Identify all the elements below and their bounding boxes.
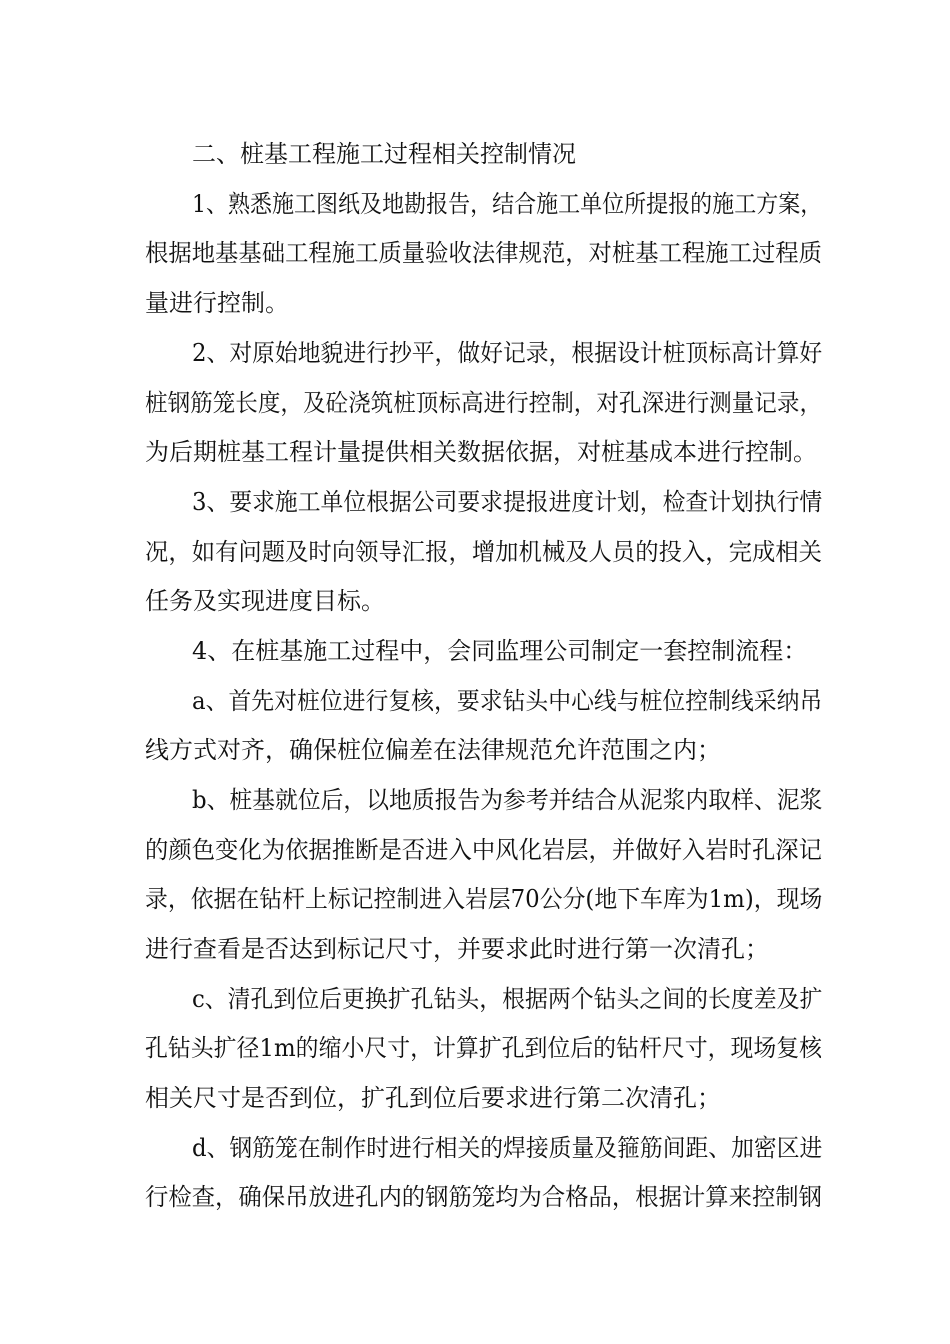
text-line: 2、对原始地貌进行抄平，做好记录，根据设计桩顶标高计算好 [192,339,823,367]
text-line: 录，依据在钻杆上标记控制进入岩层70公分(地下车库为1m)，现场 [145,885,823,913]
text-line: 3、要求施工单位根据公司要求提报进度计划，检查计划执行情 [192,488,823,516]
text-line: 为后期桩基工程计量提供相关数据依据，对桩基成本进行控制。 [145,438,817,466]
text-line: d、钢筋笼在制作时进行相关的焊接质量及箍筋间距、加密区进 [192,1134,823,1162]
text-line: 桩钢筋笼长度，及砼浇筑桩顶标高进行控制，对孔深进行测量记录， [145,389,823,417]
text-line: c、清孔到位后更换扩孔钻头，根据两个钻头之间的长度差及扩 [192,985,823,1013]
text-line: 4、在桩基施工过程中，会同监理公司制定一套控制流程： [192,637,808,665]
text-line: 进行查看是否达到标记尺寸，并要求此时进行第一次清孔； [145,935,769,963]
section-heading: 二、桩基工程施工过程相关控制情况 [192,140,576,168]
text-line: b、桩基就位后，以地质报告为参考并结合从泥浆内取样、泥浆 [192,786,823,814]
text-line: 根据地基基础工程施工质量验收法律规范，对桩基工程施工过程质 [145,239,822,267]
text-line: 的颜色变化为依据推断是否进入中风化岩层，并做好入岩时孔深记 [145,836,822,864]
text-line: 量进行控制。 [145,289,289,317]
text-line: 孔钻头扩径1m的缩小尺寸，计算扩孔到位后的钻杆尺寸，现场复核 [145,1034,823,1062]
text-line: 行检查，确保吊放进孔内的钢筋笼均为合格品，根据计算来控制钢 [145,1183,822,1211]
text-line: 任务及实现进度目标。 [145,587,385,615]
text-line: 况，如有问题及时向领导汇报，增加机械及人员的投入，完成相关 [145,538,822,566]
text-line: 相关尺寸是否到位，扩孔到位后要求进行第二次清孔； [145,1084,721,1112]
text-line: 线方式对齐，确保桩位偏差在法律规范允许范围之内； [145,736,721,764]
text-line: 1、熟悉施工图纸及地勘报告，结合施工单位所提报的施工方案， [192,190,823,218]
text-line: a、首先对桩位进行复核，要求钻头中心线与桩位控制线采纳吊 [192,687,823,715]
